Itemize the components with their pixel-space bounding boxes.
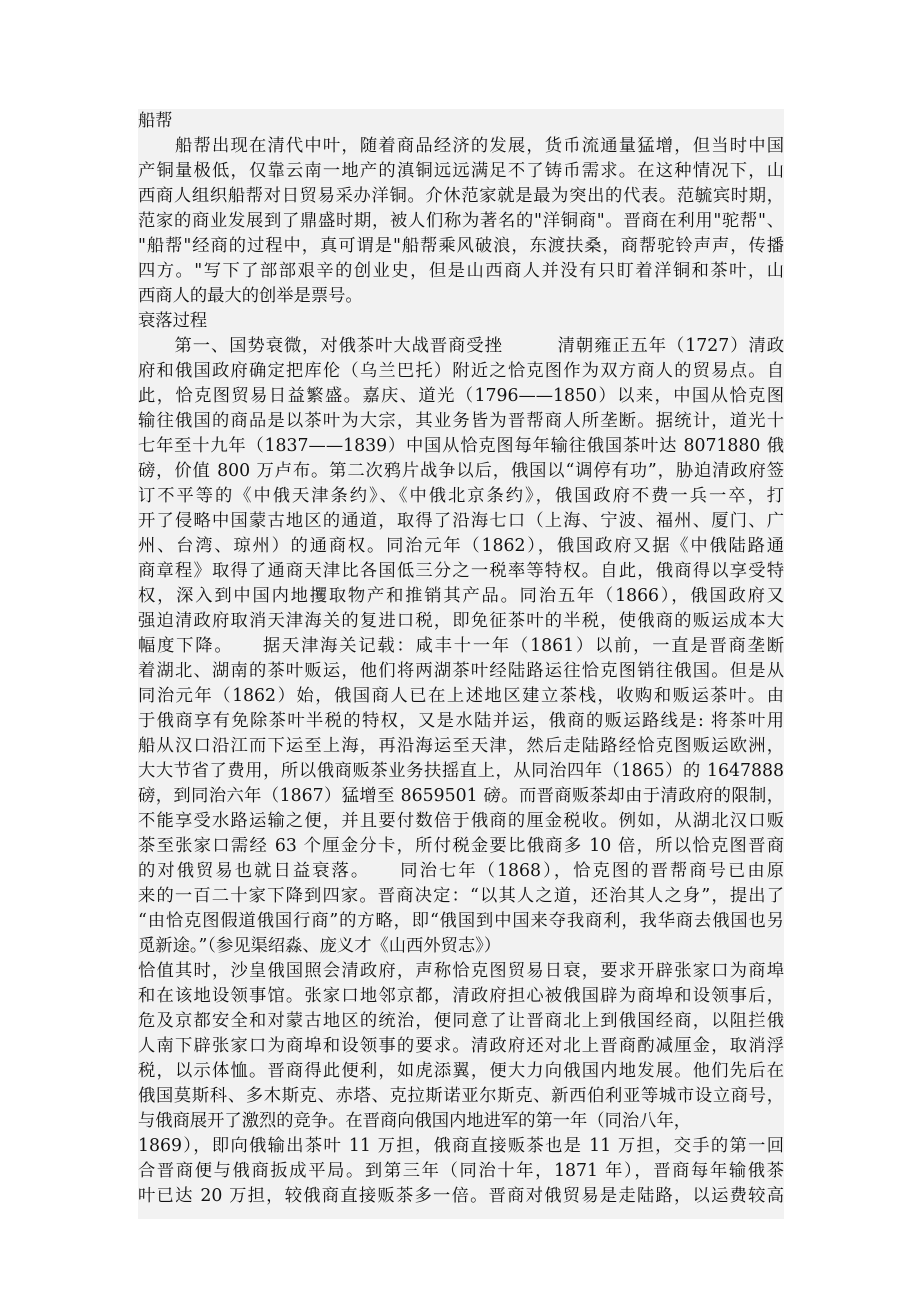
text-line: 俄国莫斯科、多木斯克、赤塔、克拉斯诺亚尔斯克、新西伯利亚等城市设立商号， [138,1086,784,1106]
text-line: 衰落过程 [138,311,208,331]
text-line: 危及京都安全和对蒙古地区的统治，便同意了让晋商北上到俄国经商，以阻拦俄 [138,1011,784,1031]
text-line: 同治元年（1862）始，俄国商人已在上述地区建立茶栈，收购和贩运茶叶。由 [138,686,784,706]
text-line: 范家的商业发展到了鼎盛时期，被人们称为著名的"洋铜商"。晋商在利用"驼帮"、 [138,211,784,231]
text-line: 权，深入到中国内地攫取物产和推销其产品。同治五年（1866），俄国政府又 [138,586,784,606]
text-line: 四方。"写下了部部艰辛的创业史，但是山西商人并没有只盯着洋铜和茶叶，山 [138,261,784,281]
text-line: 的对俄贸易也就日益衰落。 同治七年（1868），恰克图的晋帮商号已由原 [138,861,784,881]
text-line: 和在该地设领事馆。张家口地邻京都，清政府担心被俄国辟为商埠和设领事后， [138,986,784,1006]
text-line: 输往俄国的商品是以茶叶为大宗，其业务皆为晋帮商人所垄断。据统计，道光十 [138,411,784,431]
text-line: 与俄商展开了激烈的竞争。在晋商向俄国内地进军的第一年（同治八年， [138,1111,692,1131]
text-line: 大大节省了费用，所以俄商贩茶业务扶摇直上，从同治四年（1865）的 1647888 [138,761,784,781]
text-line: 不能享受水路运输之便，并且要付数倍于俄商的厘金税收。例如，从湖北汉口贩 [138,811,784,831]
text-line: 订不平等的《中俄天津条约》、《中俄北京条约》，俄国政府不费一兵一卒，打 [138,486,784,506]
text-line: 着湖北、湖南的茶叶贩运，他们将两湖茶叶经陆路运往恰克图销往俄国。但是从 [138,661,784,681]
text-line: 恰值其时，沙皇俄国照会清政府，声称恰克图贸易日衰，要求开辟张家口为商埠 [138,961,784,981]
text-line: 七年至十九年（1837——1839）中国从恰克图每年输往俄国茶叶达 8071880 俄 [138,436,784,456]
text-line: 强迫清政府取消天津海关的复进口税，即免征茶叶的半税，使俄商的贩运成本大 [138,611,784,631]
text-line: 叶已达 20 万担，较俄商直接贩茶多一倍。晋商对俄贸易是走陆路，以运费较高 [138,1186,784,1206]
text-line: 此，恰克图贸易日益繁盛。嘉庆、道光（1796——1850）以来，中国从恰克图 [138,386,784,406]
text-line: 1869），即向俄输出茶叶 11 万担，俄商直接贩茶也是 11 万担，交手的第一回 [138,1136,784,1156]
text-line: 西商人组织船帮对日贸易采办洋铜。介休范家就是最为突出的代表。范毓宾时期， [138,186,784,206]
text-line: 幅度下降。 据天津海关记载：咸丰十一年（1861）以前，一直是晋商垄断 [138,636,784,656]
text-line: 府和俄国政府确定把库伦（乌兰巴托）附近之恰克图作为双方商人的贸易点。自 [138,361,784,381]
text-line: 商章程》取得了通商天津比各国低三分之一税率等特权。自此，俄商得以享受特 [138,561,784,581]
text-line: 第一、国势衰微，对俄茶叶大战晋商受挫 清朝雍正五年（1727）清政 [138,336,784,356]
text-line: 磅，价值 800 万卢布。第二次鸦片战争以后，俄国以“调停有功”，胁迫清政府签 [138,461,784,481]
text-line: 产铜量极低，仅靠云南一地产的滇铜远远满足不了铸币需求。在这种情况下，山 [138,161,784,181]
text-line: 开了侵略中国蒙古地区的通道，取得了沿海七口（上海、宁波、福州、厦门、广 [138,511,784,531]
text-line: 州、台湾、琼州）的通商权。同治元年（1862），俄国政府又据《中俄陆路通 [138,536,784,556]
text-line: 船从汉口沿江而下运至上海，再沿海运至天津，然后走陆路经恰克图贩运欧洲， [138,736,784,756]
text-line: 合晋商便与俄商扳成平局。到第三年（同治十年，1871 年），晋商每年输俄茶 [138,1161,784,1181]
text-line: "船帮"经商的过程中，真可谓是"船帮乘风破浪，东渡扶桑，商帮驼铃声声，传播 [138,236,784,256]
text-line: 磅，到同治六年（1867）猛增至 8659501 磅。而晋商贩茶却由于清政府的限制， [138,786,784,806]
text-line: 船帮出现在清代中叶，随着商品经济的发展，货币流通量猛增，但当时中国 [138,136,784,156]
text-line: 茶至张家口需经 63 个厘金分卡，所付税金要比俄商多 10 倍，所以恰克图晋商 [138,836,784,856]
text-line: 船帮 [138,111,173,131]
text-line: 来的一百二十家下降到四家。晋商决定：“以其人之道，还治其人之身”，提出了 [138,886,784,906]
text-line: 西商人的最大的创举是票号。 [138,286,363,306]
text-line: 税，以示体恤。晋商得此便利，如虎添翼，便大力向俄国内地发展。他们先后在 [138,1061,784,1081]
document-body [138,109,784,1219]
text-line: 觅新途。”（参见渠绍淼、庞义才《山西外贸志》） [138,936,502,956]
text-line: “由恰克图假道俄国行商”的方略，即“俄国到中国来夺我商利，我华商去俄国也另 [138,911,784,931]
text-line: 人南下辟张家口为商埠和设领事的要求。清政府还对北上晋商酌减厘金，取消浮 [138,1036,784,1056]
text-line: 于俄商享有免除茶叶半税的特权，又是水陆并运，俄商的贩运路线是: 将茶叶用 [138,711,784,731]
